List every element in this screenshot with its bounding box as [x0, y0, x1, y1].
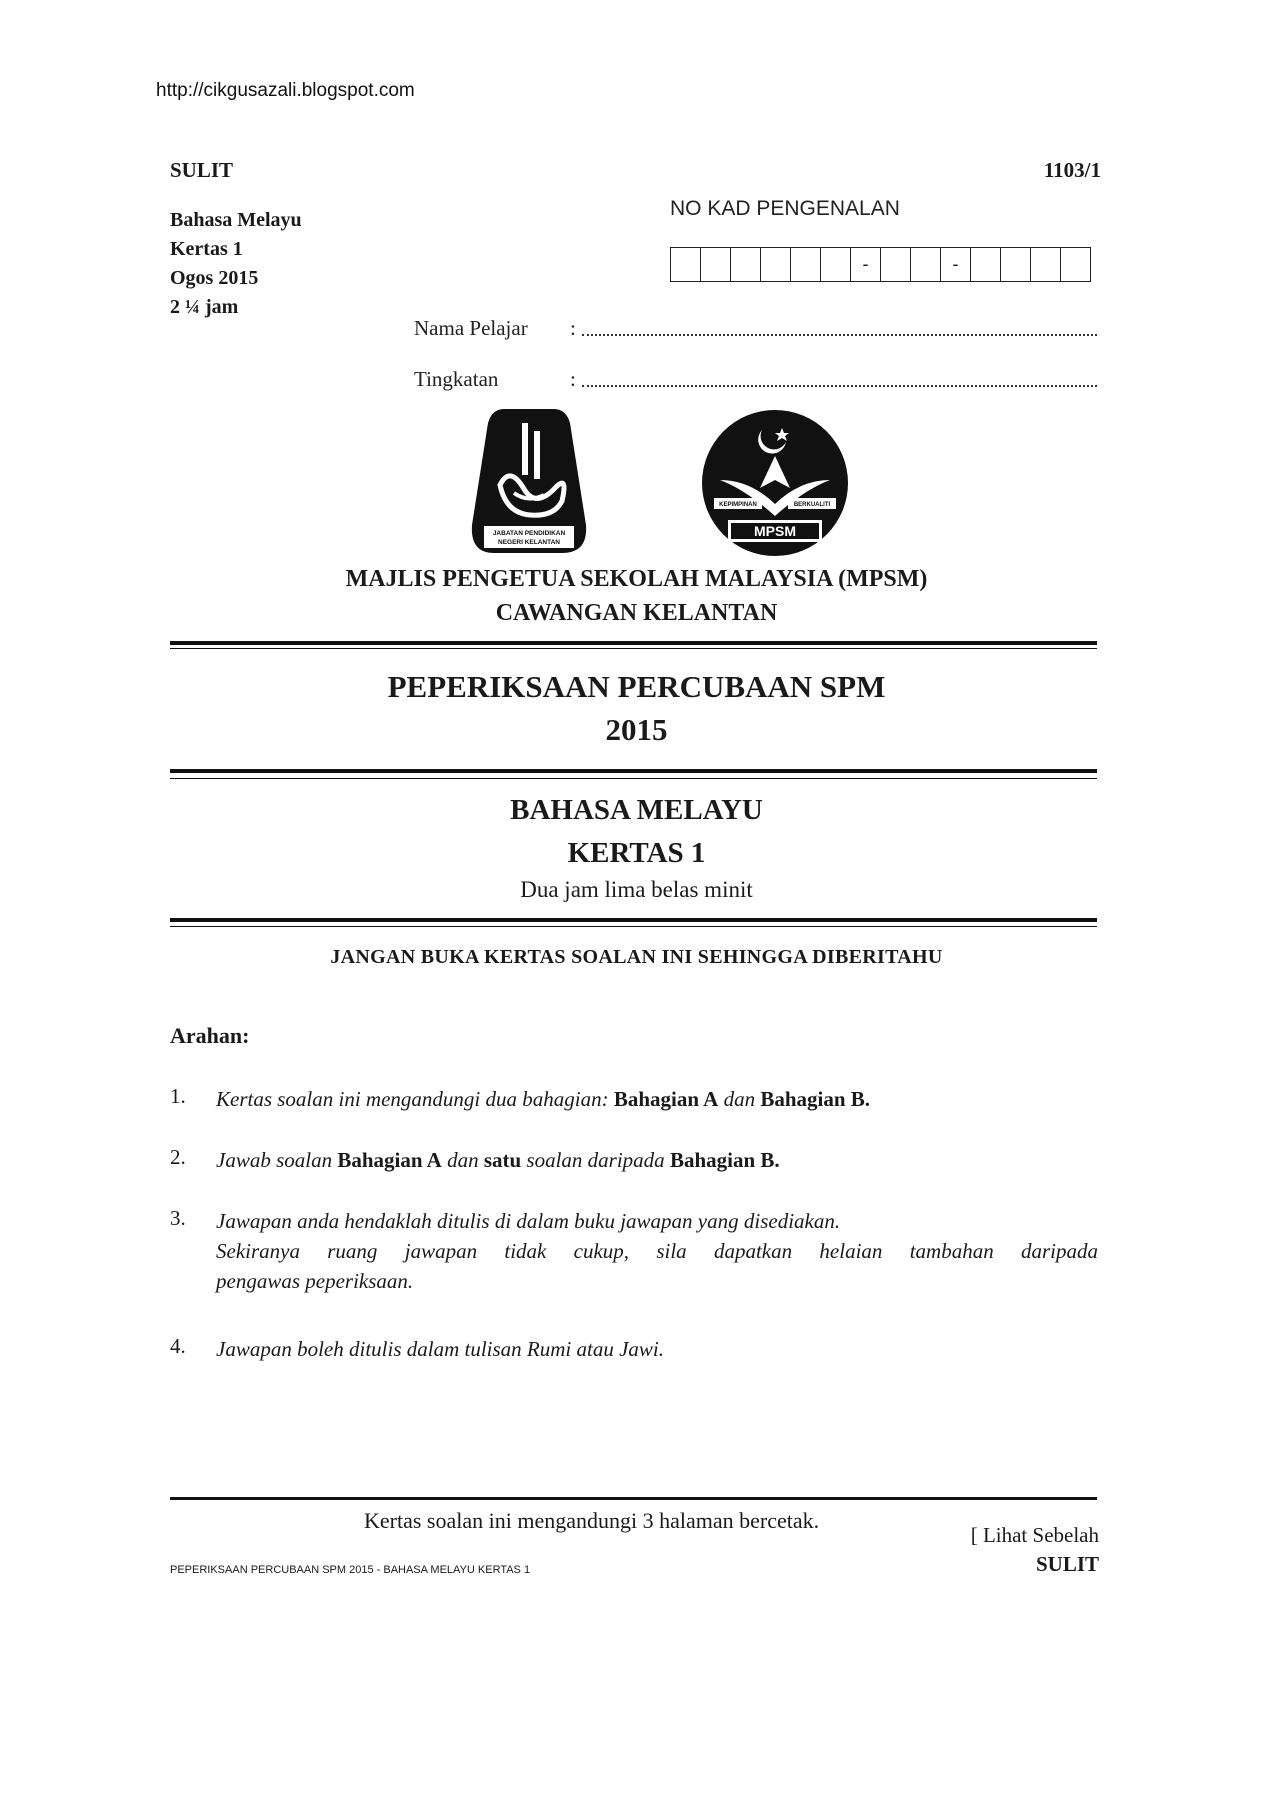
ic-digit-box[interactable]: -: [941, 248, 971, 281]
subject-title: BAHASA MELAYU: [510, 794, 763, 826]
paper-meta: [170, 206, 302, 322]
instruction-number: 1.: [170, 1084, 186, 1108]
ic-digit-box[interactable]: [671, 248, 701, 281]
instruction-text: pengawas peperiksaan.: [216, 1269, 414, 1293]
instruction-text: dan: [723, 1087, 756, 1111]
divider: [170, 1497, 1097, 1500]
ic-digit-box[interactable]: [761, 248, 791, 281]
duration-text: Dua jam lima belas minit: [520, 877, 753, 902]
instructions-heading: Arahan:: [170, 1023, 250, 1048]
instruction-emphasis: Bahagian B.: [760, 1087, 871, 1111]
student-name-label: Nama Pelajar: [414, 316, 528, 340]
jpn-kelantan-logo: [470, 405, 588, 555]
logo-left-text-2: NEGERI KELANTAN: [498, 539, 560, 546]
organization-line-2: CAWANGAN KELANTAN: [495, 600, 778, 626]
divider: [170, 648, 1097, 649]
ic-digit-box[interactable]: -: [851, 248, 881, 281]
exam-year: 2015: [605, 712, 668, 747]
form-label: Tingkatan: [414, 367, 499, 391]
divider: [170, 641, 1097, 645]
warning-text: JANGAN BUKA KERTAS SOALAN INI SEHINGGA DIBERITAHU: [330, 946, 943, 968]
ic-digit-box[interactable]: [911, 248, 941, 281]
meta-date: Ogos 2015: [170, 267, 259, 289]
logo-left-text-1: JABATAN PENDIDIKAN: [492, 530, 566, 537]
running-footer: PEPERIKSAAN PERCUBAAN SPM 2015 - BAHASA MELAYU KERTAS 1: [170, 1564, 531, 1576]
ribbon-right-text: BERKUALITI: [793, 502, 831, 508]
ic-digit-box[interactable]: [731, 248, 761, 281]
classification-label-bottom: SULIT: [1035, 1552, 1099, 1576]
instruction-text: Jawapan boleh ditulis dalam tulisan Rumi atau Jawi.: [216, 1337, 664, 1361]
mpsm-logo: [700, 408, 850, 558]
ic-digit-box[interactable]: [1061, 248, 1090, 281]
instruction-number: 4.: [170, 1334, 186, 1358]
instruction-number: 3.: [170, 1206, 186, 1230]
instruction-text: Sekiranya ruang jawapan tidak cukup, sila dapatkan helaian tambahan daripada: [216, 1239, 1098, 1263]
instruction-emphasis: satu: [483, 1148, 522, 1172]
ic-digit-box[interactable]: [701, 248, 731, 281]
instruction-text: soalan daripada: [526, 1148, 665, 1172]
instruction-text: Kertas soalan ini mengandungi dua bahagian:: [216, 1087, 609, 1111]
page-count-note: Kertas soalan ini mengandungi 3 halaman bercetak.: [364, 1508, 820, 1533]
paper-code: 1103/1: [1043, 158, 1101, 182]
ic-digit-box[interactable]: [791, 248, 821, 281]
student-name-field[interactable]: [582, 334, 1097, 336]
divider: [170, 918, 1097, 922]
divider: [170, 778, 1097, 779]
instruction-number: 2.: [170, 1145, 186, 1169]
instruction-emphasis: Bahagian B.: [669, 1148, 780, 1172]
ribbon-left-text: KEPIMPINAN: [719, 502, 757, 508]
ic-digit-box[interactable]: [971, 248, 1001, 281]
turn-over-note: [ Lihat Sebelah: [970, 1523, 1099, 1547]
organization-line-1: MAJLIS PENGETUA SEKOLAH MALAYSIA (MPSM): [345, 566, 928, 592]
instruction-text: Jawab soalan: [216, 1148, 333, 1172]
meta-paper: Kertas 1: [170, 238, 243, 260]
ic-digit-box[interactable]: [881, 248, 911, 281]
student-name-colon: :: [570, 316, 576, 340]
paper-title: KERTAS 1: [567, 837, 706, 869]
meta-subject: Bahasa Melayu: [170, 209, 302, 231]
ic-digit-box[interactable]: [1031, 248, 1061, 281]
source-url: http://cikgusazali.blogspot.com: [156, 80, 415, 101]
divider: [170, 769, 1097, 773]
ic-digit-box[interactable]: [821, 248, 851, 281]
form-field[interactable]: [582, 385, 1097, 387]
exam-title: PEPERIKSAAN PERCUBAAN SPM: [387, 669, 886, 704]
mpsm-logo-name: MPSM: [754, 523, 796, 539]
ic-digit-box[interactable]: [1001, 248, 1031, 281]
instruction-emphasis: Bahagian A: [337, 1148, 442, 1172]
ic-number-boxes[interactable]: [670, 247, 1091, 282]
classification-label: SULIT: [170, 158, 234, 182]
form-colon: :: [570, 367, 576, 391]
ic-number-label: NO KAD PENGENALAN: [670, 197, 900, 220]
instruction-emphasis: Bahagian A: [613, 1087, 719, 1111]
instruction-text: Jawapan anda hendaklah ditulis di dalam buku jawapan yang disediakan.: [216, 1209, 841, 1233]
divider: [170, 926, 1097, 927]
instruction-text: dan: [447, 1148, 479, 1172]
meta-duration: 2 ¼ jam: [170, 296, 239, 318]
